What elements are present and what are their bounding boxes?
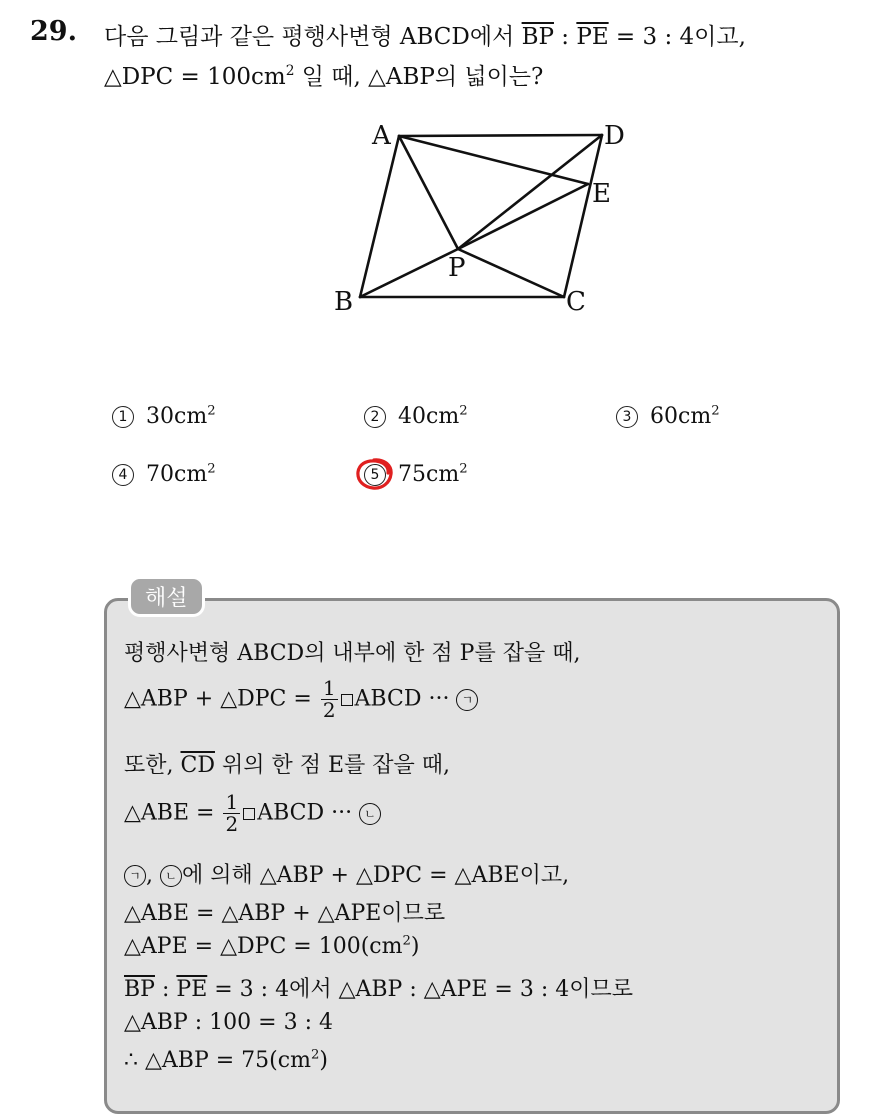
ratio-colon: :: [154, 977, 177, 1002]
mark-giyeok-icon: ㄱ: [456, 689, 478, 711]
segment-pe: $\overline{PE}$: [176, 977, 208, 1002]
choice-number-4: 4: [112, 464, 134, 486]
given-area: △DPC = 100cm: [104, 64, 286, 90]
text: 또한,: [124, 753, 181, 778]
label-e: E: [592, 179, 611, 209]
fraction-denominator: 2: [225, 812, 239, 836]
segment-pe-line: [458, 184, 588, 249]
choice-value-4: 70cm: [146, 462, 208, 487]
ratio-colon: :: [553, 24, 577, 50]
choice-number-2: 2: [364, 406, 386, 428]
question-line-2: [104, 58, 543, 91]
mark-giyeok-icon: ㄱ: [124, 865, 146, 887]
answer-mark-circle: [354, 456, 394, 492]
fraction-half: [321, 678, 338, 721]
segment-bp: $\overline{BP}$: [124, 977, 155, 1002]
exponent: 2: [310, 1047, 320, 1063]
exponent: 2: [285, 63, 295, 80]
label-a: A: [372, 121, 391, 151]
segment-cd: $\overline{CD}$: [180, 753, 215, 778]
text-b: = 3 : 4에서 △ABP : △APE = 3 : 4이므로: [207, 977, 633, 1002]
text: ,: [146, 863, 160, 888]
exponent: 2: [711, 403, 720, 419]
question-line-1: [104, 18, 746, 51]
fraction-numerator: 1: [322, 676, 336, 700]
solution-line-2: [124, 678, 478, 721]
text-b: ): [410, 934, 420, 959]
mark-nieun-icon: ㄴ: [160, 865, 182, 887]
edge-ad: [399, 135, 602, 136]
solution-tag: 해설: [128, 576, 205, 617]
question-text-end: = 3 : 4이고,: [608, 24, 746, 50]
choice-value-2: 40cm: [398, 404, 460, 429]
question-number: 29.: [30, 16, 77, 47]
text: ∴ △ABP = 75(cm: [124, 1048, 311, 1073]
choice-number-5: 5: [364, 464, 386, 486]
choice-4[interactable]: [112, 462, 216, 487]
fraction-denominator: 2: [322, 698, 336, 722]
choice-2[interactable]: [364, 404, 468, 429]
exponent: 2: [402, 933, 411, 949]
solution-line-9: △ABP : 100 = 3 : 4: [124, 1010, 333, 1035]
text-b: 위의 한 점 E를 잡을 때,: [214, 753, 451, 778]
parallelogram-symbol-icon: [341, 694, 353, 706]
text: △APE = △DPC = 100(cm: [124, 934, 403, 959]
exponent: 2: [459, 403, 468, 419]
exponent: 2: [207, 403, 216, 419]
choice-value-5: 75cm: [398, 462, 460, 487]
parallelogram-figure: [320, 108, 640, 328]
equation-text-b: ABCD ···: [257, 800, 360, 826]
solution-line-1: 평행사변형 ABCD의 내부에 한 점 P를 잡을 때,: [124, 641, 581, 666]
exponent: 2: [207, 461, 216, 477]
segment-bp: $\overline{BP}$: [521, 24, 554, 50]
text-b: ): [319, 1048, 328, 1073]
label-b: B: [334, 287, 354, 317]
exponent: 2: [459, 461, 468, 477]
edge-ba: [360, 136, 399, 297]
segment-pc: [458, 249, 564, 297]
segment-ae: [399, 136, 588, 184]
segment-bp-line: [360, 249, 458, 297]
choice-number-1: 1: [112, 406, 134, 428]
equation-text: △ABP + △DPC =: [124, 686, 319, 712]
solution-line-8: [124, 972, 633, 1003]
mark-nieun-icon: ㄴ: [359, 803, 381, 825]
solution-line-6: △ABE = △ABP + △APE이므로: [124, 901, 446, 926]
solution-line-10: [124, 1048, 328, 1073]
text-b: 에 의해 △ABP + △DPC = △ABE이고,: [182, 863, 570, 888]
fraction-numerator: 1: [225, 790, 239, 814]
solution-line-3: [124, 748, 450, 779]
question-text: 다음 그림과 같은 평행사변형 ABCD에서: [104, 24, 522, 50]
choice-value-3: 60cm: [650, 404, 712, 429]
solution-line-5: [124, 858, 569, 889]
solution-line-4: [124, 792, 381, 835]
equation-text: △ABE =: [124, 800, 222, 826]
fraction-half: [223, 792, 240, 835]
solution-line-7: [124, 934, 419, 959]
segment-pe: $\overline{PE}$: [576, 24, 609, 50]
segment-ap: [399, 136, 458, 249]
choice-value-1: 30cm: [146, 404, 208, 429]
label-p: P: [448, 253, 466, 283]
parallelogram-symbol-icon: [243, 808, 255, 820]
label-c: C: [566, 287, 586, 317]
label-d: D: [604, 121, 625, 151]
choice-number-3: 3: [616, 406, 638, 428]
equation-text-b: ABCD ···: [354, 686, 457, 712]
question-prompt: 일 때, △ABP의 넓이는?: [294, 64, 544, 90]
choice-3[interactable]: [616, 404, 720, 429]
solution-box: [104, 598, 840, 1114]
choice-1[interactable]: [112, 404, 216, 429]
